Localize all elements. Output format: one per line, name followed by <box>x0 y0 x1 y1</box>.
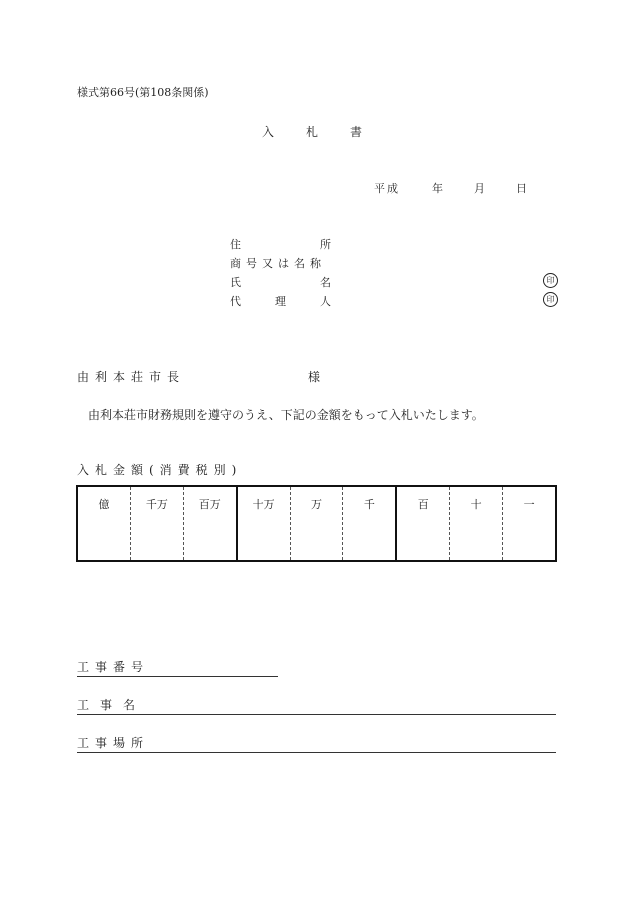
title-char: 札 <box>306 125 319 139</box>
date-month-label: 月 <box>474 182 485 195</box>
amount-table <box>76 485 557 562</box>
label-char: 人 <box>320 295 331 308</box>
address-label <box>230 236 331 252</box>
label-char: 名 <box>122 698 135 712</box>
agent-row <box>230 293 331 309</box>
label-char: 理 <box>275 295 286 308</box>
agent-seal-icon: 印 <box>543 292 558 307</box>
label-char: 氏 <box>230 276 241 289</box>
company-row <box>230 255 326 271</box>
label-char: 名 <box>320 276 331 289</box>
date-day-label: 日 <box>516 182 527 195</box>
addressee-name: 由利本荘市長 <box>77 370 186 384</box>
digit-cell-hyaku[interactable]: 百 <box>397 487 450 560</box>
work-place-line[interactable] <box>77 734 556 753</box>
digit-cell-ichi[interactable]: 一 <box>523 498 535 511</box>
document-title <box>262 123 394 140</box>
digit-cell-man[interactable]: 万 <box>291 487 344 560</box>
address-row <box>230 236 331 252</box>
date-year-label: 年 <box>432 182 443 195</box>
digit-cell-sen[interactable]: 千 <box>343 487 397 560</box>
name-seal-icon: 印 <box>543 273 558 288</box>
label-char: 代 <box>230 295 241 308</box>
label-char: 事 <box>99 698 112 712</box>
bid-statement: 由利本荘市財務規則を遵守のうえ、下記の金額をもって入札いたします。 <box>88 408 484 422</box>
digit-cell-oku[interactable]: 億 <box>78 487 131 560</box>
work-number-line[interactable] <box>77 658 278 677</box>
title-char: 入 <box>262 125 275 139</box>
label-char: 住 <box>230 238 241 251</box>
digit-cell-senman[interactable]: 千万 <box>131 487 184 560</box>
digit-cell-juman[interactable]: 十万 <box>238 487 291 560</box>
amount-heading: 入札金額(消費税別) <box>77 463 243 477</box>
digit-cell-hyakuman[interactable]: 百万 <box>184 487 238 560</box>
name-label <box>230 274 331 290</box>
digit-cell-ju[interactable]: 十 <box>450 487 503 560</box>
work-place-label: 工事場所 <box>77 736 150 750</box>
work-name-label <box>77 696 135 713</box>
label-char: 工 <box>77 698 90 712</box>
form-number: 様式第66号(第108条関係) <box>77 86 209 99</box>
date-line <box>374 180 527 196</box>
addressee-honorific: 様 <box>308 370 321 384</box>
name-row <box>230 274 331 290</box>
agent-label <box>230 293 331 309</box>
work-number-label: 工事番号 <box>77 660 150 674</box>
title-char: 書 <box>350 125 363 139</box>
label-char: 所 <box>320 238 331 251</box>
date-era: 平成 <box>374 182 400 195</box>
work-name-line[interactable] <box>77 696 556 715</box>
company-label: 商号又は名称 <box>230 257 326 270</box>
